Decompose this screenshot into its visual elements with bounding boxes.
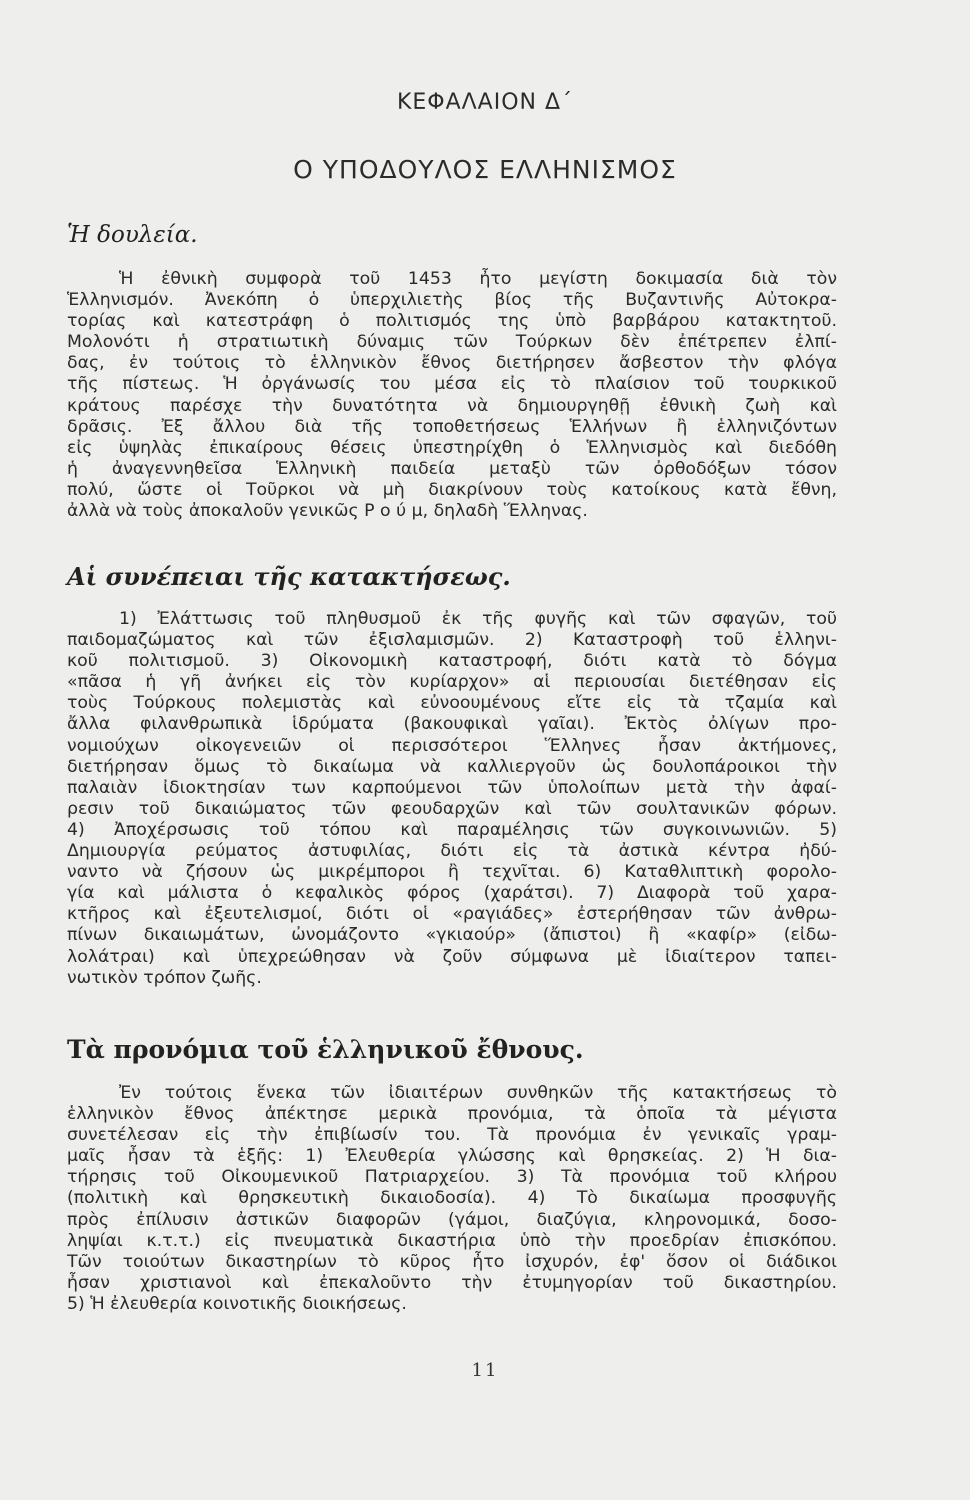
text-line: εἰς ὑψηλὰς ἐπικαίρους θέσεις ὑπεστηρίχθη ὁ Ἑλληνισμὸς καὶ διεδόθη <box>67 437 837 458</box>
section-body-slavery <box>67 269 837 522</box>
section-heading-consequences: Αἱ συνέπειαι τῆς κατακτήσεως. <box>67 562 511 591</box>
text-line: τῆς πίστεως. Ἡ ὀργάνωσίς του μέσα εἰς τὸ πλαίσιον τοῦ τουρκικοῦ <box>67 374 837 395</box>
text-line: ἄλλα φιλανθρωπικὰ ἱδρύματα (βακουφικαὶ γαῖαι). Ἐκτὸς ὀλίγων προ- <box>67 714 837 735</box>
chapter-title: Ο ΥΠΟΔΟΥΛΟΣ ΕΛΛΗΝΙΣΜΟΣ <box>293 155 677 184</box>
text-line: Τῶν τοιούτων δικαστηρίων τὸ κῦρος ἦτο ἰσχυρόν, ἐφ' ὅσον οἱ διάδικοι <box>67 1251 837 1272</box>
text-line: ναντο νὰ ζήσουν ὡς μικρέμποροι ἢ τεχνῖται. 6) Καταθλιπτικὴ φορολο- <box>67 862 837 883</box>
text-line: γία καὶ μάλιστα ὁ κεφαλικὸς φόρος (χαράτσι). 7) Διαφορὰ τοῦ χαρα- <box>67 883 837 904</box>
text-line: διετήρησαν ὅμως τὸ δικαίωμα νὰ καλλιεργοῦν ὡς δουλοπάροικοι τὴν <box>67 756 837 777</box>
chapter-label: ΚΕΦΑΛΑΙΟΝ Δ΄ <box>396 90 574 115</box>
text-line: τοὺς Τούρκους πολεμιστὰς καὶ εὐνοουμένους εἴτε εἰς τὰ τζαμία καὶ <box>67 693 837 714</box>
text-line: νομιούχων οἰκογενειῶν οἱ περισσότεροι Ἕλληνες ἦσαν ἀκτήμονες, <box>67 735 837 756</box>
text-line: ἑλληνικὸν ἔθνος ἀπέκτησε μερικὰ προνόμια, τὰ ὁποῖα τὰ μέγιστα <box>67 1104 837 1125</box>
section-heading-slavery: Ἡ δουλεία. <box>67 222 198 248</box>
text-line: δας, ἐν τούτοις τὸ ἑλληνικὸν ἔθνος διετήρησεν ἄσβεστον τὴν φλόγα <box>67 353 837 374</box>
section-body-privileges <box>67 1083 837 1315</box>
text-line: τήρησις τοῦ Οἰκουμενικοῦ Πατριαρχείου. 3) Τὰ προνόμια τοῦ κλήρου <box>67 1167 837 1188</box>
text-line: ἀλλὰ νὰ τοὺς ἀποκαλοῦν γενικῶς Ρ ο ύ μ, δηλαδὴ Ἕλληνας. <box>67 501 588 522</box>
text-line: κτῆρος καὶ ἐξευτελισμοί, διότι οἱ «ραγιάδες» ἐστερήθησαν τῶν ἀνθρω- <box>67 904 837 925</box>
text-line: 1) Ἐλάττωσις τοῦ πληθυσμοῦ ἐκ τῆς φυγῆς καὶ τῶν σφαγῶν, τοῦ <box>119 609 837 629</box>
text-line: Ἑλληνισμόν. Ἀνεκόπη ὁ ὑπερχιλιετὴς βίος τῆς Βυζαντινῆς Αὐτοκρα- <box>67 290 837 311</box>
page-number: 11 <box>471 1360 499 1381</box>
text-line: Ἡ ἐθνικὴ συμφορὰ τοῦ 1453 ἦτο μεγίστη δοκιμασία διὰ τὸν <box>119 269 837 289</box>
text-line: 5) Ἡ ἐλευθερία κοινοτικῆς διοικήσεως. <box>67 1293 407 1314</box>
text-line: παιδομαζώματος καὶ τῶν ἐξισλαμισμῶν. 2) Καταστροφὴ τοῦ ἑλληνι- <box>67 630 837 651</box>
text-line: 4) Ἀποχέρσωσις τοῦ τόπου καὶ παραμέλησις τῶν συγκοινωνιῶν. 5) <box>67 819 837 840</box>
text-line: ληψίαι κ.τ.τ.) εἰς πνευματικὰ δικαστήρια ὑπὸ τὴν προεδρίαν ἐπισκόπου. <box>67 1230 837 1251</box>
text-line: παλαιὰν ἰδιοκτησίαν των καρπούμενοι τῶν ὑπολοίπων μετὰ τὴν ἀφαί- <box>67 777 837 798</box>
text-line: ἦσαν χριστιανοὶ καὶ ἐπεκαλοῦντο τὴν ἐτυμηγορίαν τοῦ δικαστηρίου. <box>67 1272 837 1293</box>
text-line: κοῦ πολιτισμοῦ. 3) Οἰκονομικὴ καταστροφή, διότι κατὰ τὸ δόγμα <box>67 651 837 672</box>
text-line: συνετέλεσαν εἰς τὴν ἐπιβίωσίν του. Τὰ προνόμια ἐν γενικαῖς γραμ- <box>67 1125 837 1146</box>
text-line: «πᾶσα ἡ γῆ ἀνήκει εἰς τὸν κυρίαρχον» αἱ περιουσίαι διετέθησαν εἰς <box>67 672 837 693</box>
text-line: ἡ ἀναγεννηθεῖσα Ἑλληνικὴ παιδεία μεταξὺ τῶν ὀρθοδόξων τόσον <box>67 458 837 479</box>
text-line: Μολονότι ἡ στρατιωτικὴ δύναμις τῶν Τούρκων δὲν ἐπέτρεπεν ἐλπί- <box>67 332 837 353</box>
section-heading-privileges: Τὰ προνόμια τοῦ ἑλληνικοῦ ἔθνους. <box>67 1035 584 1064</box>
text-line: Ἐν τούτοις ἕνεκα τῶν ἰδιαιτέρων συνθηκῶν τῆς κατακτήσεως τὸ <box>119 1083 837 1103</box>
text-line: λολάτραι) καὶ ὑπεχρεώθησαν νὰ ζοῦν σύμφωνα μὲ ἰδιαίτερον ταπει- <box>67 946 837 967</box>
text-line: νωτικὸν τρόπον ζωῆς. <box>67 967 262 988</box>
text-line: μαῖς ἦσαν τὰ ἑξῆς: 1) Ἐλευθερία γλώσσης καὶ θρησκείας. 2) Ἡ δια- <box>67 1146 837 1167</box>
text-line: δρᾶσις. Ἐξ ἄλλου διὰ τῆς τοποθετήσεως Ἑλλήνων ἢ ἑλληνιζόντων <box>67 416 837 437</box>
text-line: τορίας καὶ κατεστράφη ὁ πολιτισμός της ὑπὸ βαρβάρου κατακτητοῦ. <box>67 311 837 332</box>
text-line: πολύ, ὥστε οἱ Τοῦρκοι νὰ μὴ διακρίνουν τοὺς κατοίκους κατὰ ἔθνη, <box>67 479 837 500</box>
text-line: πίνων δικαιωμάτων, ὠνομάζοντο «γκιαούρ» (ἄπιστοι) ἢ «καφίρ» (εἰδω- <box>67 925 837 946</box>
text-line: (πολιτικὴ καὶ θρησκευτικὴ δικαιοδοσία). 4) Τὸ δικαίωμα προσφυγῆς <box>67 1188 837 1209</box>
section-body-consequences <box>67 609 837 989</box>
text-line: κράτους παρέσχε τὴν δυνατότητα νὰ δημιουργηθῇ ἐθνικὴ ζωὴ καὶ <box>67 395 837 416</box>
text-line: ρεσιν τοῦ δικαιώματος τῶν φεουδαρχῶν καὶ τῶν σουλτανικῶν φόρων. <box>67 798 837 819</box>
text-line: πρὸς ἐπίλυσιν ἀστικῶν διαφορῶν (γάμοι, διαζύγια, κληρονομικά, δοσο- <box>67 1209 837 1230</box>
text-line: Δημιουργία ρεύματος ἀστυφιλίας, διότι εἰς τὰ ἀστικὰ κέντρα ἠδύ- <box>67 841 837 862</box>
